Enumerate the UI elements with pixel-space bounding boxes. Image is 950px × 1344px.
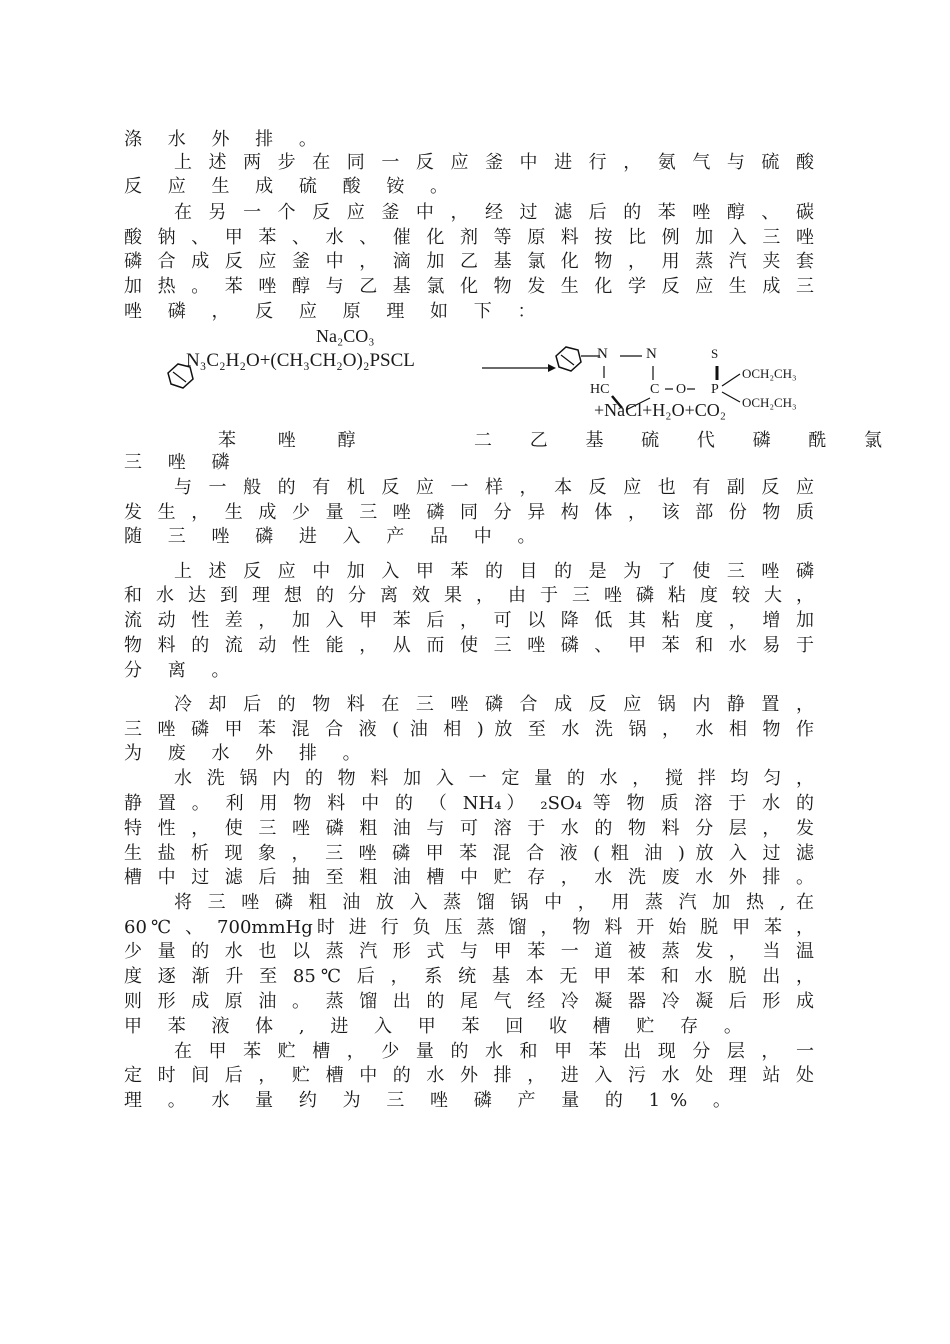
text-line: 与 一 般 的 有 机 反 应 一 样 ， 本 反 应 也 有 副 反 应 bbox=[174, 477, 814, 498]
text-line: 三 唑 磷 bbox=[124, 452, 240, 473]
text-line: 冷 却 后 的 物 料 在 三 唑 磷 合 成 反 应 锅 内 静 置 ， bbox=[174, 694, 814, 715]
text-line: 分 离 。 bbox=[124, 660, 240, 681]
text-line: 度 逐 渐 升 至 85℃ 后 ， 系 统 基 本 无 甲 苯 和 水 脱 出 ， bbox=[124, 966, 814, 987]
text-line: 理 。 水 量 约 为 三 唑 磷 产 量 的 1% 。 bbox=[124, 1090, 741, 1111]
atom-s: S bbox=[711, 346, 719, 361]
benzene-ring-right bbox=[556, 347, 581, 371]
text-line: 将 三 唑 磷 粗 油 放 入 蒸 馏 锅 中 ， 用 蒸 汽 加 热 , 在 bbox=[174, 892, 814, 913]
text-line: 甲 苯 液 体 , 进 入 甲 苯 回 收 槽 贮 存 。 bbox=[124, 1016, 752, 1037]
text-line: 在 甲 苯 贮 槽 ， 少 量 的 水 和 甲 苯 出 现 分 层 ， 一 bbox=[174, 1041, 814, 1062]
text-line: 静 置 。 利 用 物 料 中 的 （ NH₄） ₂SO₄ 等 物 质 溶 于 水 的 bbox=[124, 793, 814, 814]
atom-n1: N bbox=[597, 346, 608, 362]
ethoxy-group-1: OCH₂CH₃ bbox=[742, 366, 797, 381]
text-line: 特 性 ， 使 三 唑 磷 粗 油 与 可 溶 于 水 的 物 料 分 层 ， 发 bbox=[124, 818, 814, 839]
text-line: 在 另 一 个 反 应 釜 中 ， 经 过 滤 后 的 苯 唑 醇 、 碳 bbox=[174, 202, 814, 223]
reactants-formula: N₃C₂H₂O+(CH₃CH₂O)₂PSCL bbox=[186, 350, 415, 371]
text-line: 流 动 性 差 ， 加 入 甲 苯 后 ， 可 以 降 低 其 粘 度 ， 增 加 bbox=[124, 610, 814, 631]
text-line: 涤 水 外 排 。 bbox=[124, 129, 327, 150]
text-line: 生 盐 析 现 象 ， 三 唑 磷 甲 苯 混 合 液 ( 粗 油 ) 放 入 过 滤 bbox=[124, 843, 814, 864]
text-line: 唑 磷 ， 反 应 原 理 如 下 ： bbox=[124, 301, 546, 322]
text-line: 反 应 生 成 硫 酸 铵 。 bbox=[124, 176, 459, 197]
text-line: 发 生 ， 生 成 少 量 三 唑 磷 同 分 异 构 体 ， 该 部 份 物 质 bbox=[124, 502, 814, 523]
compound-name-left: 苯 唑 醇 bbox=[218, 430, 374, 451]
text-line: 为 废 水 外 排 。 bbox=[124, 743, 371, 764]
text-line: 定 时 间 后 ， 贮 槽 中 的 水 外 排 ， 进 入 污 水 处 理 站 处 bbox=[124, 1065, 814, 1086]
reaction-structure-diagram bbox=[160, 336, 830, 426]
atom-n2: N bbox=[646, 346, 657, 362]
atom-c: C bbox=[650, 382, 660, 397]
text-line: 酸 钠 、 甲 苯 、 水 、 催 化 剂 等 原 料 按 比 例 加 入 三 唑 bbox=[124, 227, 814, 248]
text-line: 随 三 唑 磷 进 入 产 品 中 。 bbox=[124, 526, 546, 547]
ethoxy-group-2: OCH₂CH₃ bbox=[742, 395, 797, 410]
compound-name-right: 二 乙 基 硫 代 磷 酰 氯 bbox=[474, 430, 899, 451]
text-line: 槽 中 过 滤 后 抽 至 粗 油 槽 中 贮 存 ， 水 洗 废 水 外 排 。 bbox=[124, 867, 814, 888]
text-line: 60℃ 、 700mmHg时 进 行 负 压 蒸 馏 ， 物 料 开 始 脱 甲 苯 ， bbox=[124, 917, 814, 938]
text-line: 则 形 成 原 油 。 蒸 馏 出 的 尾 气 经 冷 凝 器 冷 凝 后 形 成 bbox=[124, 991, 814, 1012]
benzene-ring-left bbox=[168, 364, 193, 388]
atom-o: O bbox=[676, 382, 687, 397]
text-line: 水 洗 锅 内 的 物 料 加 入 一 定 量 的 水 ， 搅 拌 均 匀 ， bbox=[174, 768, 814, 789]
text-line: 少 量 的 水 也 以 蒸 汽 形 式 与 甲 苯 一 道 被 蒸 发 ， 当 温 bbox=[124, 941, 814, 962]
text-line: 和 水 达 到 理 想 的 分 离 效 果 ， 由 于 三 唑 磷 粘 度 较 大 ， bbox=[124, 585, 814, 606]
text-line: 磷 合 成 反 应 釜 中 ， 滴 加 乙 基 氯 化 物 ， 用 蒸 汽 夹 套 bbox=[124, 251, 814, 272]
catalyst-label: Na₂CO₃ bbox=[316, 326, 375, 346]
atom-p: P bbox=[711, 382, 719, 397]
text-line: 上 述 两 步 在 同 一 反 应 釜 中 进 行 ， 氨 气 与 硫 酸 bbox=[174, 152, 814, 173]
atom-hc: HC bbox=[590, 382, 610, 397]
byproducts-formula: +NaCl+H₂O+CO₂ bbox=[594, 400, 727, 420]
text-line: 物 料 的 流 动 性 能 ， 从 而 使 三 唑 磷 、 甲 苯 和 水 易 于 bbox=[124, 635, 814, 656]
text-line: 加 热 。 苯 唑 醇 与 乙 基 氯 化 物 发 生 化 学 反 应 生 成 三 bbox=[124, 276, 814, 297]
text-line: 上 述 反 应 中 加 入 甲 苯 的 目 的 是 为 了 使 三 唑 磷 bbox=[174, 561, 814, 582]
text-line: 三 唑 磷 甲 苯 混 合 液 ( 油 相 ) 放 至 水 洗 锅 ， 水 相 物 作 bbox=[124, 719, 814, 740]
